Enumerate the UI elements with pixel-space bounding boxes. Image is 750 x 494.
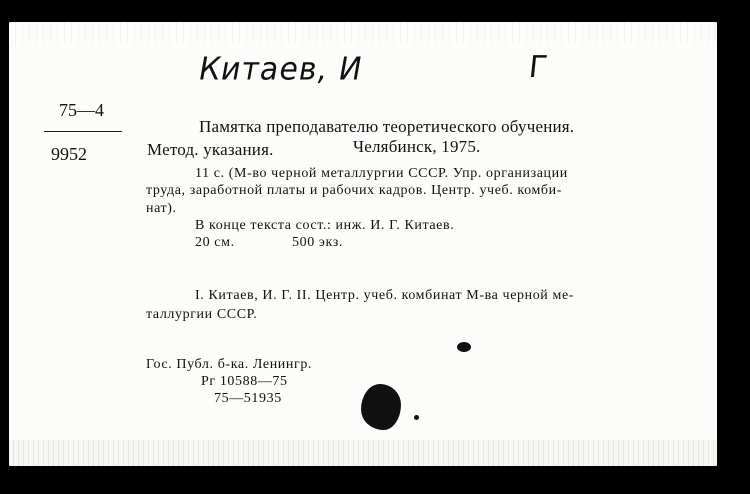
series-line-2: труда, заработной платы и рабочих кадров. Центр. учеб. комби- bbox=[146, 183, 562, 198]
handwritten-mark: Г bbox=[527, 50, 550, 85]
title-line-2b: Челябинск, 1975. bbox=[353, 137, 481, 156]
tracings-line-1: I. Китаев, И. Г. II. Центр. учеб. комбинат М-ва черной ме- bbox=[195, 288, 575, 303]
handwritten-author: Китаев, И bbox=[195, 51, 366, 88]
catalog-card bbox=[9, 22, 717, 466]
tracings-line-2: таллургии СССР. bbox=[146, 307, 258, 322]
registration-number-1: Рг 10588—75 bbox=[201, 374, 288, 389]
ink-blot bbox=[361, 384, 401, 430]
format-size: 20 см. bbox=[195, 235, 235, 250]
series-line-3: нат). bbox=[146, 201, 177, 216]
note-line: В конце текста сост.: инж. И. Г. Китаев. bbox=[195, 218, 455, 233]
ink-speck bbox=[457, 342, 471, 352]
shelf-mark-divider bbox=[44, 131, 122, 132]
registration-number-2: 75—51935 bbox=[214, 391, 282, 406]
series-line-1: 11 с. (М-во черной металлургии СССР. Упр. организации bbox=[195, 166, 568, 181]
card-top-edge bbox=[9, 22, 717, 44]
shelf-mark-bottom: 9952 bbox=[51, 144, 87, 164]
title-line-1: Памятка преподавателю теоретического обучения. bbox=[199, 117, 575, 136]
ink-speck bbox=[414, 415, 419, 420]
card-bottom-edge bbox=[9, 440, 717, 466]
library-stamp: Гос. Публ. б-ка. Ленингр. bbox=[146, 357, 313, 372]
title-line-2a: Метод. указания. bbox=[147, 140, 274, 159]
format-copies: 500 экз. bbox=[292, 235, 343, 250]
shelf-mark-top: 75—4 bbox=[59, 100, 104, 120]
